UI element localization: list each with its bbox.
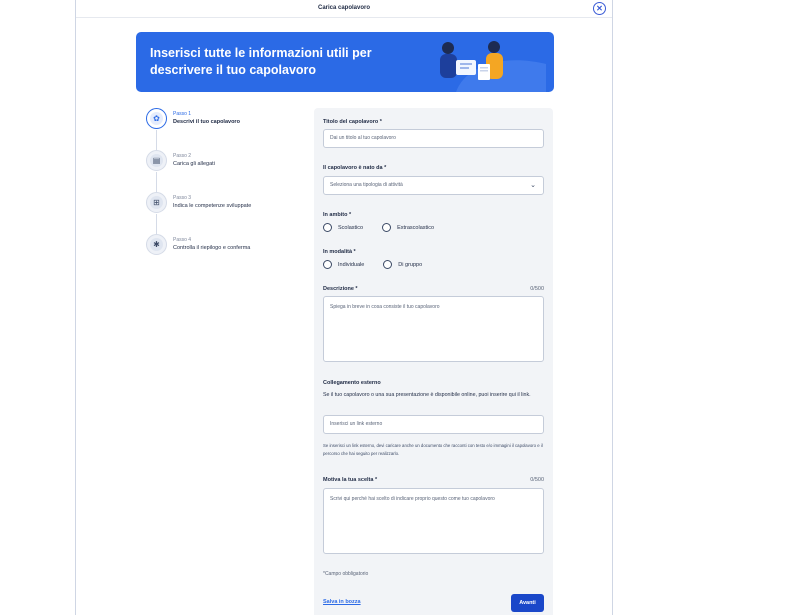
mode-label: In modalità * bbox=[323, 249, 356, 255]
step-number: Passo 3 bbox=[173, 195, 192, 201]
upload-masterpiece-window bbox=[75, 0, 613, 615]
mode-radio-group bbox=[323, 260, 441, 269]
banner-title: Inserisci tutte le informazioni utili per descrivere il tuo capolavoro bbox=[150, 46, 372, 77]
palette-icon: ✿ bbox=[150, 112, 163, 125]
mode-option-group[interactable]: Di gruppo bbox=[383, 260, 422, 269]
reason-textarea[interactable]: Scrivi qui perché hai scelto di indicare proprio questo come tuo capolavoro bbox=[323, 488, 544, 554]
puzzle-icon: ⊞ bbox=[150, 196, 163, 209]
scope-option-extra[interactable]: Extrascolastico bbox=[382, 223, 434, 232]
title-input[interactable]: Dai un titolo al tuo capolavoro bbox=[323, 129, 544, 148]
step-3[interactable] bbox=[146, 192, 296, 234]
document-icon: ▤ bbox=[150, 154, 163, 167]
origin-label: Il capolavoro è nato da * bbox=[323, 165, 387, 171]
step-label: Controlla il riepilogo e conferma bbox=[173, 245, 251, 251]
progress-stepper bbox=[146, 108, 296, 276]
window-title: Carica capolavoro bbox=[317, 5, 371, 11]
save-draft-link[interactable]: Salva in bozza bbox=[323, 599, 361, 605]
next-button[interactable]: Avanti bbox=[511, 594, 544, 612]
scope-label: In ambito * bbox=[323, 212, 352, 218]
step-4[interactable] bbox=[146, 234, 296, 276]
close-icon: ✕ bbox=[596, 4, 603, 13]
radio-button[interactable] bbox=[382, 223, 391, 232]
step-label: Indica le competenze sviluppate bbox=[173, 203, 252, 209]
origin-select[interactable] bbox=[323, 176, 544, 195]
required-field-note: *Campo obbligatorio bbox=[323, 571, 369, 577]
external-link-helper: Se il tuo capolavoro o una sua presentazione è disponibile online, puoi inserire qui il link. bbox=[323, 392, 531, 398]
chevron-down-icon: ⌄ bbox=[530, 182, 536, 189]
external-link-note: Se inserisci un link esterno, devi caricare anche un documento che racconti con testo e/o immagini il capolavoro e il percorso che hai seguito per realizzarlo. bbox=[323, 443, 543, 456]
external-link-label: Collegamento esterno bbox=[323, 380, 381, 386]
scope-option-school[interactable]: Scolastico bbox=[323, 223, 363, 232]
description-counter: 0/500 bbox=[530, 286, 544, 292]
step-label: Carica gli allegati bbox=[173, 161, 215, 167]
external-link-input[interactable]: Inserisci un link esterno bbox=[323, 415, 544, 434]
window-titlebar bbox=[76, 0, 612, 18]
scope-radio-group bbox=[323, 223, 453, 232]
star-icon: ✱ bbox=[150, 238, 163, 251]
title-label: Titolo del capolavoro * bbox=[323, 119, 382, 125]
mode-option-individual[interactable]: Individuale bbox=[323, 260, 364, 269]
radio-button[interactable] bbox=[323, 260, 332, 269]
step-2[interactable] bbox=[146, 150, 296, 192]
step-number: Passo 4 bbox=[173, 237, 192, 243]
step-number: Passo 1 bbox=[173, 111, 192, 117]
step-label: Descrivi il tuo capolavoro bbox=[173, 119, 240, 125]
banner-illustration bbox=[396, 34, 546, 92]
step-1[interactable] bbox=[146, 108, 296, 150]
radio-button[interactable] bbox=[323, 223, 332, 232]
description-textarea[interactable]: Spiega in breve in cosa consiste il tuo capolavoro bbox=[323, 296, 544, 362]
radio-button[interactable] bbox=[383, 260, 392, 269]
step-number: Passo 2 bbox=[173, 153, 192, 159]
close-button[interactable] bbox=[593, 2, 606, 15]
reason-label: Motiva la tua scelta * bbox=[323, 477, 378, 483]
info-banner bbox=[136, 32, 554, 92]
masterpiece-form bbox=[314, 108, 553, 615]
description-label: Descrizione * bbox=[323, 286, 358, 292]
origin-select-value: Seleziona una tipologia di attività bbox=[330, 182, 403, 188]
reason-counter: 0/500 bbox=[530, 477, 544, 483]
